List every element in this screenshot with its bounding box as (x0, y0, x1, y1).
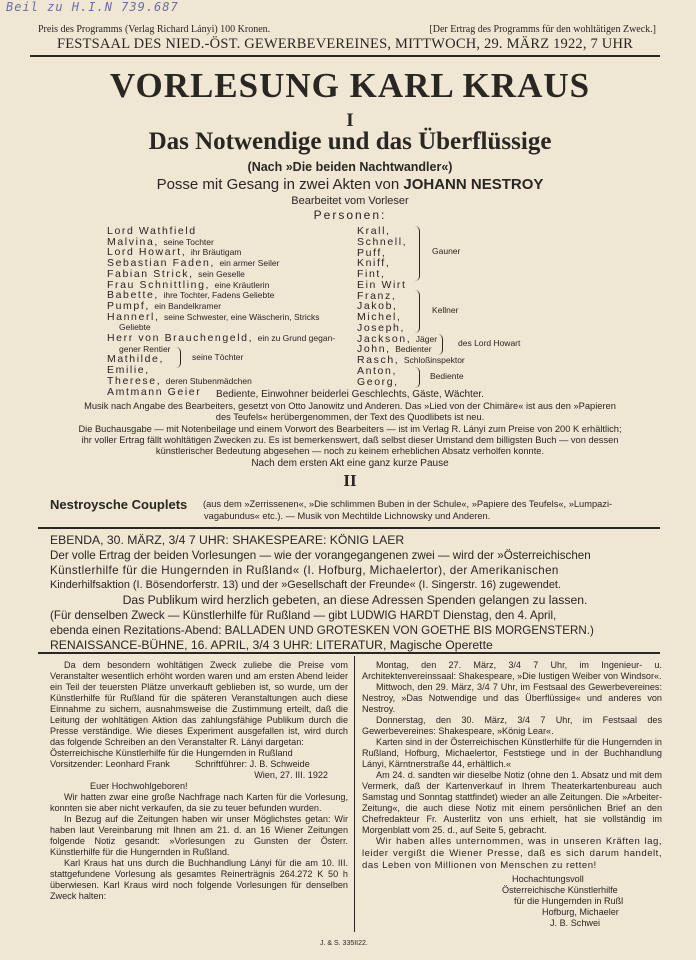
genre-text: Posse mit Gesang in zwei Akten von (156, 176, 400, 193)
brace (176, 347, 181, 368)
role-name: Fabian Strick, (107, 267, 194, 280)
part-two-title: Nestroysche Couplets (50, 497, 188, 512)
announcements (50, 533, 660, 653)
divider (38, 527, 660, 529)
role-name: Ein Wirt (357, 278, 407, 291)
role-description: Jäger (415, 333, 438, 344)
role-name: Emilie, (107, 364, 150, 377)
printer-mark: J. & S. 335II22. (320, 940, 368, 947)
part-two-numeral: II (343, 471, 357, 490)
letter-left-column (50, 660, 348, 902)
part-two-description (203, 498, 663, 522)
role-name: Herr von Brauchengeld, (107, 332, 254, 344)
letter-paragraph: Mittwoch, den 29. März, 3/4 7 Uhr, im Festsaal des Gewerbevereines: Nestroy, »Das Notwendige und das Überflüssige« und anderes von Nestroy. (362, 682, 662, 714)
group-howart: des Lord Howart (458, 338, 521, 348)
edited-note: Bearbeitet vom Vorleser (291, 195, 409, 207)
role-name: Krall, (357, 225, 391, 237)
daughters-label: seine Töchter (192, 352, 244, 362)
letterhead-names: Vorsitzender: Leonhard Frank Schriftführer: J. B. Schweide (50, 759, 310, 769)
part-one-numeral: I (346, 110, 354, 131)
signature-line: Hofburg, Michaeler (542, 907, 619, 917)
letter-salutation: Euer Hochwohlgeboren! (90, 781, 188, 791)
role-description: seine Tochter (163, 236, 214, 247)
role-description: eine Kräutlerin (214, 279, 270, 290)
letter-date: Wien, 27. III. 1922 (254, 770, 328, 780)
venue-line: FESTSAAL DES NIED.-ÖST. GEWERBEVEREINES, MITTWOCH, 29. MÄRZ 1922, 7 UHR (56, 36, 634, 52)
announcement-line: Das Publikum wird herzlich gebeten, an diese Adressen Spenden gelangen zu lassen. (122, 593, 588, 607)
role-name: Jackson, (357, 332, 412, 345)
role-description: deren Stubenmädchen (165, 375, 252, 386)
signature-line: Österreichische Künstlerhilfe (502, 885, 618, 895)
letter-intro: Da dem besondern wohltätigen Zweck zuliebe die Preise vom Veranstalter wesentlich erhöht worden waren und am ersten Abend leider ein Teil der teuersten Plätze unverkauft geblieben ist, so wurde, um der Künstlerhilfe für Rußland für die späteren Veranstaltungen auch diese Einnahme zu sichern, ausnahmsweise die Zustimmung erteilt, daß die Leitung der wohltätigen Aktion das zahlungsfähige Publikum durch die Presse verständige. Wie dieses Experiment ausgefallen ist, wird durch das folgende Schreiben an den Veranstalter R. Lányi dargetan: (50, 660, 348, 747)
role-name: Malvina, (107, 235, 159, 248)
role-name: Pumpf, (107, 299, 150, 312)
music-note (30, 401, 670, 423)
brace (415, 226, 420, 281)
handwritten-annotation: Beil zu H.I.N 739.687 (6, 0, 179, 14)
role-description: Schloßinspektor (403, 355, 465, 365)
left-role (107, 333, 335, 344)
role-name: Michel, (357, 311, 402, 323)
group-kellner: Kellner (432, 305, 459, 315)
book-note-line: künstlerischer Bedeutung abgesehen — noch zu keinem erheblichen Absatz verholfen konnte. (155, 446, 545, 456)
role-description: ein Bandelkramer (154, 300, 222, 311)
signature-line: für die Hungernden in Rußl (514, 896, 624, 906)
letter-right-column (362, 660, 662, 929)
role-description: gener Rentier (119, 343, 171, 354)
letterhead-org: Österreichische Künstlerhilfe für die Hungernden in Rußland (50, 748, 293, 758)
role-description: ein armer Seiler (219, 258, 280, 269)
role-description: Geliebte (119, 322, 151, 333)
role-name: Franz, (357, 289, 397, 302)
pause-note: Nach dem ersten Akt eine ganz kurze Pause (251, 458, 449, 469)
divider (30, 55, 660, 57)
role-name: Schnell, (357, 235, 408, 248)
music-note-line: Musik nach Angabe des Bearbeiters, gesetzt von Otto Janowitz und Anderen. Das »Lied von der Chimäre« ist aus den »Papieren (84, 401, 616, 411)
letter-paragraph: Montag, den 27. März, 3/4 7 Uhr, im Ingenieur- u. Architektenvereinssaal: Shakespeare, »Die lustigen Weiber von Windsor«. (362, 660, 662, 681)
extras-line: Bediente, Einwohner beiderlei Geschlechts, Gäste, Wächter. (216, 389, 484, 400)
work-genre (30, 176, 670, 193)
role-description: sein Geselle (198, 268, 245, 279)
role-name: Puff, (357, 246, 387, 259)
role-name: Georg, (357, 375, 399, 388)
role-description: ein zu Grund gegan- (257, 333, 336, 343)
column-divider (354, 656, 355, 932)
role-name: Sebastian Faden, (107, 257, 215, 270)
page-title: VORLESUNG KARL KRAUS (109, 66, 591, 105)
role-name: Kniff, (357, 257, 391, 270)
proceeds-note: [Der Ertrag des Programms für den wohltätigen Zweck.] (429, 24, 656, 35)
role-description: seine Schwester, eine Wäscherin, Stricks (164, 311, 320, 322)
letter-paragraph: Karl Kraus hat uns durch die Buchhandlung Lányi für die am 10. III. stattgefundene Vorlesung als gesamtes Reinerträgnis 264.272 K 50 h überwiesen. Karl Kraus wird noch folgende Vorlesungen für denselben Zweck halten: (50, 858, 348, 901)
book-note-line: ihr voller Ertrag fällt wohltätigen Zwecken zu. Es ist bemerkenswert, daß selbst dieser Umstand dem billigsten Buch — von dessen (81, 435, 619, 445)
letter-paragraph: Donnerstag, den 30. März, 3/4 7 Uhr, im Festsaal des Gewerbevereines: Shakespeare, »König Lear«. (362, 715, 662, 736)
announcement-line: Kinderhilfsaktion (I. Bösendorferstr. 13) und der »Gesellschaft der Freunde« (I. Singerstr. 16) zugewendet. (50, 579, 561, 591)
role-name: Fint, (357, 268, 386, 280)
price-note: Preis des Programms (Verlag Richard Lányi) 100 Kronen. (38, 24, 271, 35)
role-name: John, (357, 343, 391, 356)
work-title: Das Notwendige und das Überflüssige (148, 128, 552, 155)
letter-paragraph: Karten sind in der Österreichischen Künstlerhilfe für die Hungernden in Rußland, Hofburg, Michaelertor, Feststiege und in der Buchhandlung Lányi, Kärntnerstraße 44, erhältlich.« (362, 737, 662, 769)
letter-paragraph: Am 24. d. sandten wir dieselbe Notiz (ohne den 1. Absatz und mit dem Vermerk, daß der Kartenverkauf in Ihrem Theaterkartenbureau auch Samstag und Sonntag stattfindet) wieder an alle Zeitungen. Die »Arbeiter-Zeitung«, die auch diese Notiz mit einem persönlichen Brief an den Chefredakteur Fr. Austerlitz von uns erhielt, hat sie vollständig im Morgenblatt vom 25. d., auf Seite 5, gebracht. (362, 770, 662, 835)
group-gauner: Gauner (432, 246, 461, 256)
divider (38, 652, 660, 654)
right-role (357, 377, 399, 388)
role-name: Jakob, (357, 300, 398, 313)
announcement-line: Künstlerhilfe für die Hungernden in Rußland« (I. Hofburg, Michaelertor), der Amerikanischen (50, 564, 559, 577)
part-two-desc-line: vagabundus« etc.). — Musik von Mechtilde Lichnowsky und Anderen. (204, 511, 491, 521)
group-bediente: Bediente (430, 371, 464, 381)
letter-paragraph: In Bezug auf die Zeitungen haben wir unser Möglichstes getan: Wir haben laut Vereinbarung mit Ihnen am 21. d. an 16 Wiener Zeitungen folgende Notiz gesandt: »Vorlesungen zu Gunsten der Österr. Künstlerhilfe für die Hungernden in Rußland. (50, 814, 348, 857)
role-name: Rasch, (357, 354, 400, 366)
role-name: Amtmann Geier (107, 385, 202, 398)
role-description: ihr Bräutigam (190, 247, 242, 258)
brace (415, 290, 420, 333)
left-role (107, 312, 319, 323)
book-note-line: Die Buchausgabe — mit Notenbeilage und einem Vorwort des Bearbeiters — ist im Verlag R. Lányi zum Preise von 200 K erhältlich; (78, 424, 622, 434)
role-name: Therese, (107, 374, 162, 387)
music-note-line: des Teufels« herübergenommen, der Text des Quodlibets ist neu. (215, 412, 485, 422)
brace (438, 334, 443, 355)
role-name: Anton, (357, 364, 397, 377)
part-two-desc-line: (aus dem »Zerrissenen«, »Die schlimmen Buben in der Schule«, »Papiere des Teufels«, »Lumpazi- (203, 499, 613, 509)
signature-line: J. B. Schwei (550, 918, 601, 928)
role-name: Frau Schnittling, (107, 278, 211, 291)
role-name: Hannerl, (107, 310, 160, 323)
announcement-line: ebenda einen Rezitations-Abend: BALLADEN UND GROTESKEN VON GOETHE BIS MORGENSTERN.) (50, 624, 594, 637)
persons-heading: Personen: (313, 208, 387, 222)
announcement-line: (Für denselben Zweck — Künstlerhilfe für Rußland — gibt LUDWIG HARDT Dienstag, den 4. April, (50, 609, 557, 622)
letter-paragraph: Wir hatten zwar eine große Nachfrage nach Karten für die Vorlesung, konnten sie aber nicht verkaufen, da sie zu teuer befunden wurden. (50, 792, 348, 813)
author-name: JOHANN NESTROY (403, 176, 544, 193)
role-name: Lord Wathfield (107, 225, 197, 237)
letter-closing: Hochachtungsvoll (512, 874, 584, 884)
announcement-line: RENAISSANCE-BÜHNE, 16. APRIL, 3/4 3 UHR: LITERATUR, Magische Operette (50, 638, 493, 652)
role-description: ihre Tochter, Fadens Geliebte (163, 290, 275, 301)
role-name: Babette, (107, 289, 159, 302)
announcement-line: EBENDA, 30. MÄRZ, 3/4 7 UHR: SHAKESPEARE: KÖNIG LAER (50, 533, 405, 547)
letter-paragraph: Wir haben alles unternommen, was in unseren Kräften lag, leider vergißt die Wiener Presse, daß es sich darum handelt, das Leben von Millionen von Menschen zu retten! (362, 836, 662, 871)
role-name: Joseph, (357, 321, 405, 334)
announcement-line: Der volle Ertrag der beiden Vorlesungen — wie der vorangegangenen zwei — wird der »Österreichischen (50, 549, 591, 562)
role-name: Lord Howart, (107, 246, 187, 259)
brace (415, 367, 420, 388)
role-description: Bedienter (395, 344, 432, 355)
role-name: Mathilde, (107, 353, 165, 366)
work-source: (Nach »Die beiden Nachtwandler«) (247, 160, 453, 174)
book-note (30, 424, 670, 457)
